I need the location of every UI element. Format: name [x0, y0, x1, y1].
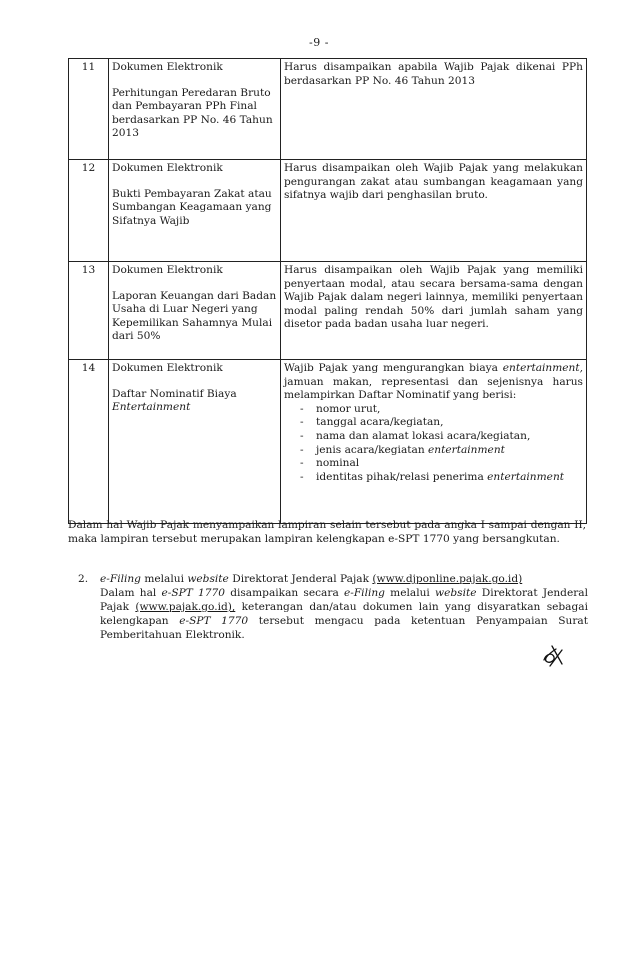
document-subtitle: Bukti Pembayaran Zakat atau Sumbangan Keagamaan yang Sifatnya Wajib: [112, 187, 272, 227]
list-item: - tanggal acara/kegiatan,: [300, 416, 583, 430]
document-cell: [109, 59, 281, 160]
document-subtitle: Laporan Keuangan dari Badan Usaha di Luar Negeri yang Kepemilikan Sahamnya Mulai dari 50%: [112, 289, 277, 343]
text-part: keterangan dan/atau dokumen lain yang disyaratkan sebagai kelengkapan: [100, 601, 588, 627]
list-item: [300, 471, 583, 485]
text-part: Direktorat Jenderal Pajak: [232, 573, 369, 585]
row-number: 14: [69, 360, 109, 524]
text-part: melalui: [144, 573, 184, 585]
description-cell: Harus disampaikan oleh Wajib Pajak yang melakukan pengurangan zakat atau sumbangan keagamaan yang sifatnya wajib dari penghasilan bruto.: [281, 160, 587, 262]
description-cell: Harus disampaikan apabila Wajib Pajak dikenai PPh berdasarkan PP No. 46 Tahun 2013: [281, 59, 587, 160]
espt-term: e-SPT 1770: [161, 587, 225, 599]
list-item: - nama dan alamat lokasi acara/kegiatan,: [300, 430, 583, 444]
pajak-link[interactable]: (www.pajak.go.id),: [135, 601, 236, 613]
list-item-italic: entertainment: [487, 470, 565, 483]
list-item: - nomor urut,: [300, 403, 583, 417]
document-title: Dokumen Elektronik: [112, 162, 223, 174]
text-part: melalui: [390, 587, 430, 599]
document-cell: [109, 262, 281, 360]
document-subtitle-italic: Entertainment: [112, 401, 191, 414]
paraph-signature-icon: [540, 640, 570, 670]
text-part: Dalam hal: [100, 587, 157, 599]
list-item: [300, 444, 583, 458]
nominatif-list: [284, 403, 583, 485]
website-term: website: [187, 573, 229, 585]
row-number: 12: [69, 160, 109, 262]
list-item-text: jenis acara/kegiatan: [316, 443, 425, 456]
table-row: [69, 360, 587, 524]
document-title: Dokumen Elektronik: [112, 264, 223, 276]
description-text: [284, 362, 583, 403]
page-number: -9 -: [309, 36, 329, 49]
text-part: Direktorat Jenderal Pajak: [100, 587, 588, 613]
document-subtitle: Perhitungan Peredaran Bruto dan Pembayaran PPh Final berdasarkan PP No. 46 Tahun 2013: [112, 86, 273, 140]
document-title: Dokumen Elektronik: [112, 61, 223, 73]
row-number: 13: [69, 262, 109, 360]
table-row: [69, 160, 587, 262]
document-cell: [109, 160, 281, 262]
description-cell: [281, 360, 587, 524]
website-term: website: [435, 587, 477, 599]
text-part: disampaikan secara: [230, 587, 339, 599]
list-item-italic: entertainment: [428, 443, 505, 456]
list-item-text: identitas pihak/relasi penerima: [316, 470, 484, 483]
table-row: [69, 59, 587, 160]
closing-paragraph: Dalam hal Wajib Pajak menyampaikan lampiran selain tersebut pada angka I sampai dengan II, maka lampiran tersebut merupakan lampiran kelengkapan e-SPT 1770 yang bersangkutan.: [68, 519, 586, 545]
numbered-item-2: [78, 572, 588, 642]
document-cell: [109, 360, 281, 524]
document-subtitle: Daftar Nominatif Biaya: [112, 387, 237, 400]
item-2-body: [100, 572, 588, 642]
efiling-term: e-Filing: [343, 587, 385, 599]
description-part: Wajib Pajak yang mengurangkan biaya: [284, 362, 498, 374]
list-item: - nominal: [300, 457, 583, 471]
espt-term: e-SPT 1770: [179, 615, 249, 627]
table-row: [69, 262, 587, 360]
row-number: 11: [69, 59, 109, 160]
djponline-link[interactable]: (www.djponline.pajak.go.id): [372, 573, 523, 585]
document-title: Dokumen Elektronik: [112, 362, 223, 374]
description-cell: Harus disampaikan oleh Wajib Pajak yang memiliki penyertaan modal, atau secara bersama-sama dengan Wajib Pajak dalam negeri lainnya, memiliki penyertaan modal paling rendah 50% dari jumlah saham yang disetor pada badan usaha luar negeri.: [281, 262, 587, 360]
efiling-term: e-Filing: [100, 573, 141, 585]
description-italic: entertainment,: [502, 362, 583, 374]
text-part: tersebut mengacu pada ketentuan Penyampaian Surat Pemberitahuan Elektronik.: [100, 615, 588, 641]
item-number: 2.: [78, 573, 89, 585]
attachment-table: [68, 58, 587, 524]
description-part: jamuan makan, representasi dan sejenisnya harus melampirkan Daftar Nominatif yang berisi:: [284, 375, 583, 402]
